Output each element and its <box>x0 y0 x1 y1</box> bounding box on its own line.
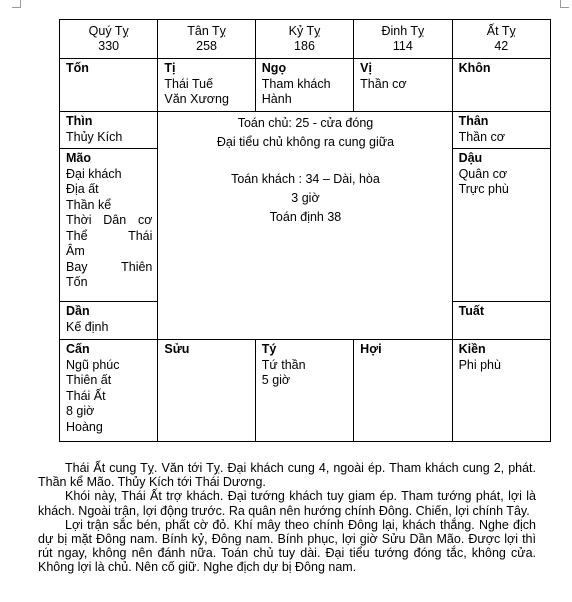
palace-cell-dan: Dần Kế định <box>60 302 158 340</box>
palace-cell-vi: Vị Thần cơ <box>354 59 452 112</box>
palace-cell-ti: Tị Thái Tuế Văn Xương <box>158 59 255 112</box>
palace-cell-suu: Sửu <box>158 340 255 442</box>
palace-cell-thin: Thìn Thủy Kích <box>60 112 158 149</box>
header-cell: Đinh Tỵ 114 <box>354 20 452 59</box>
palace-cell-kien: Kiền Phi phù <box>452 340 550 442</box>
palace-cell-dau: Dậu Quân cơ Trực phù <box>452 149 550 302</box>
palace-cell-hoi: Hợi <box>354 340 452 442</box>
page-corner-mark-left <box>12 7 21 8</box>
header-cell: Kỷ Tỵ 186 <box>255 20 353 59</box>
header-row <box>60 20 551 59</box>
center-summary: Toán chủ: 25 - cửa đóng Đại tiểu chủ không ra cung giữa Toán khách : 34 – Dài, hòa 3 giờ Toán định 38 <box>158 112 452 340</box>
palace-cell-ty: Tý Tứ thần 5 giờ <box>255 340 353 442</box>
palace-cell-ngo: Ngọ Tham khách Hành <box>255 59 353 112</box>
paragraph: Khói này, Thái Ất trợ khách. Đại tướng khách tuy giam ép. Tham tướng phát, lợi là khách. Ngoài trận, lợi động trước. Ra quân nên hướng chính Đông. Chiến, lợi chính Tây. <box>38 489 536 518</box>
palace-cell-than: Thân Thần cơ <box>452 112 550 149</box>
palace-cell-mao: Mão Đại khách Địa ất Thần kể Thời Dân cơ Thể Thái Âm Bay Thiên Tốn <box>60 149 158 302</box>
palace-row-thin <box>60 112 551 149</box>
paragraph: Lợi trận sắc bén, phất cờ đỏ. Khí mây theo chính Đông lại, khách thắng. Nghe địch dự bị mặt Đông nam. Bính kỷ, Đông nam. Bính phục, lợi giờ Sửu Dần Mão. Được lợi thì rút ngay, không nên đánh nữa. Toán chủ tuy dài. Đại tiểu tướng đóng tắc, không cửa. Không lợi là chủ. Nên cố giữ. Nghe địch dự bị Đông nam. <box>38 517 536 575</box>
header-cell: Quý Tỵ 330 <box>60 20 158 59</box>
palace-cell-khon: Khôn <box>452 59 550 112</box>
page-corner-mark-right <box>560 7 569 8</box>
palace-cell-tuat: Tuất <box>452 302 550 340</box>
palace-row-bottom <box>60 340 551 442</box>
thai-at-palace-table <box>59 19 551 442</box>
palace-cell-ton: Tốn <box>60 59 158 112</box>
palace-cell-can: Cấn Ngũ phúc Thiên ất Thái Ất 8 giờ Hoàng <box>60 340 158 442</box>
palace-row-top <box>60 59 551 112</box>
commentary-text <box>38 461 536 575</box>
paragraph: Thái Ất cung Tỵ. Văn tới Tỵ. Đại khách cung 4, ngoài ép. Tham khách cung 2, phát. Thần kể Mão. Thủy Kích tới Thái Dương. <box>38 461 536 490</box>
header-cell: Ất Tỵ 42 <box>452 20 550 59</box>
header-cell: Tân Tỵ 258 <box>158 20 255 59</box>
